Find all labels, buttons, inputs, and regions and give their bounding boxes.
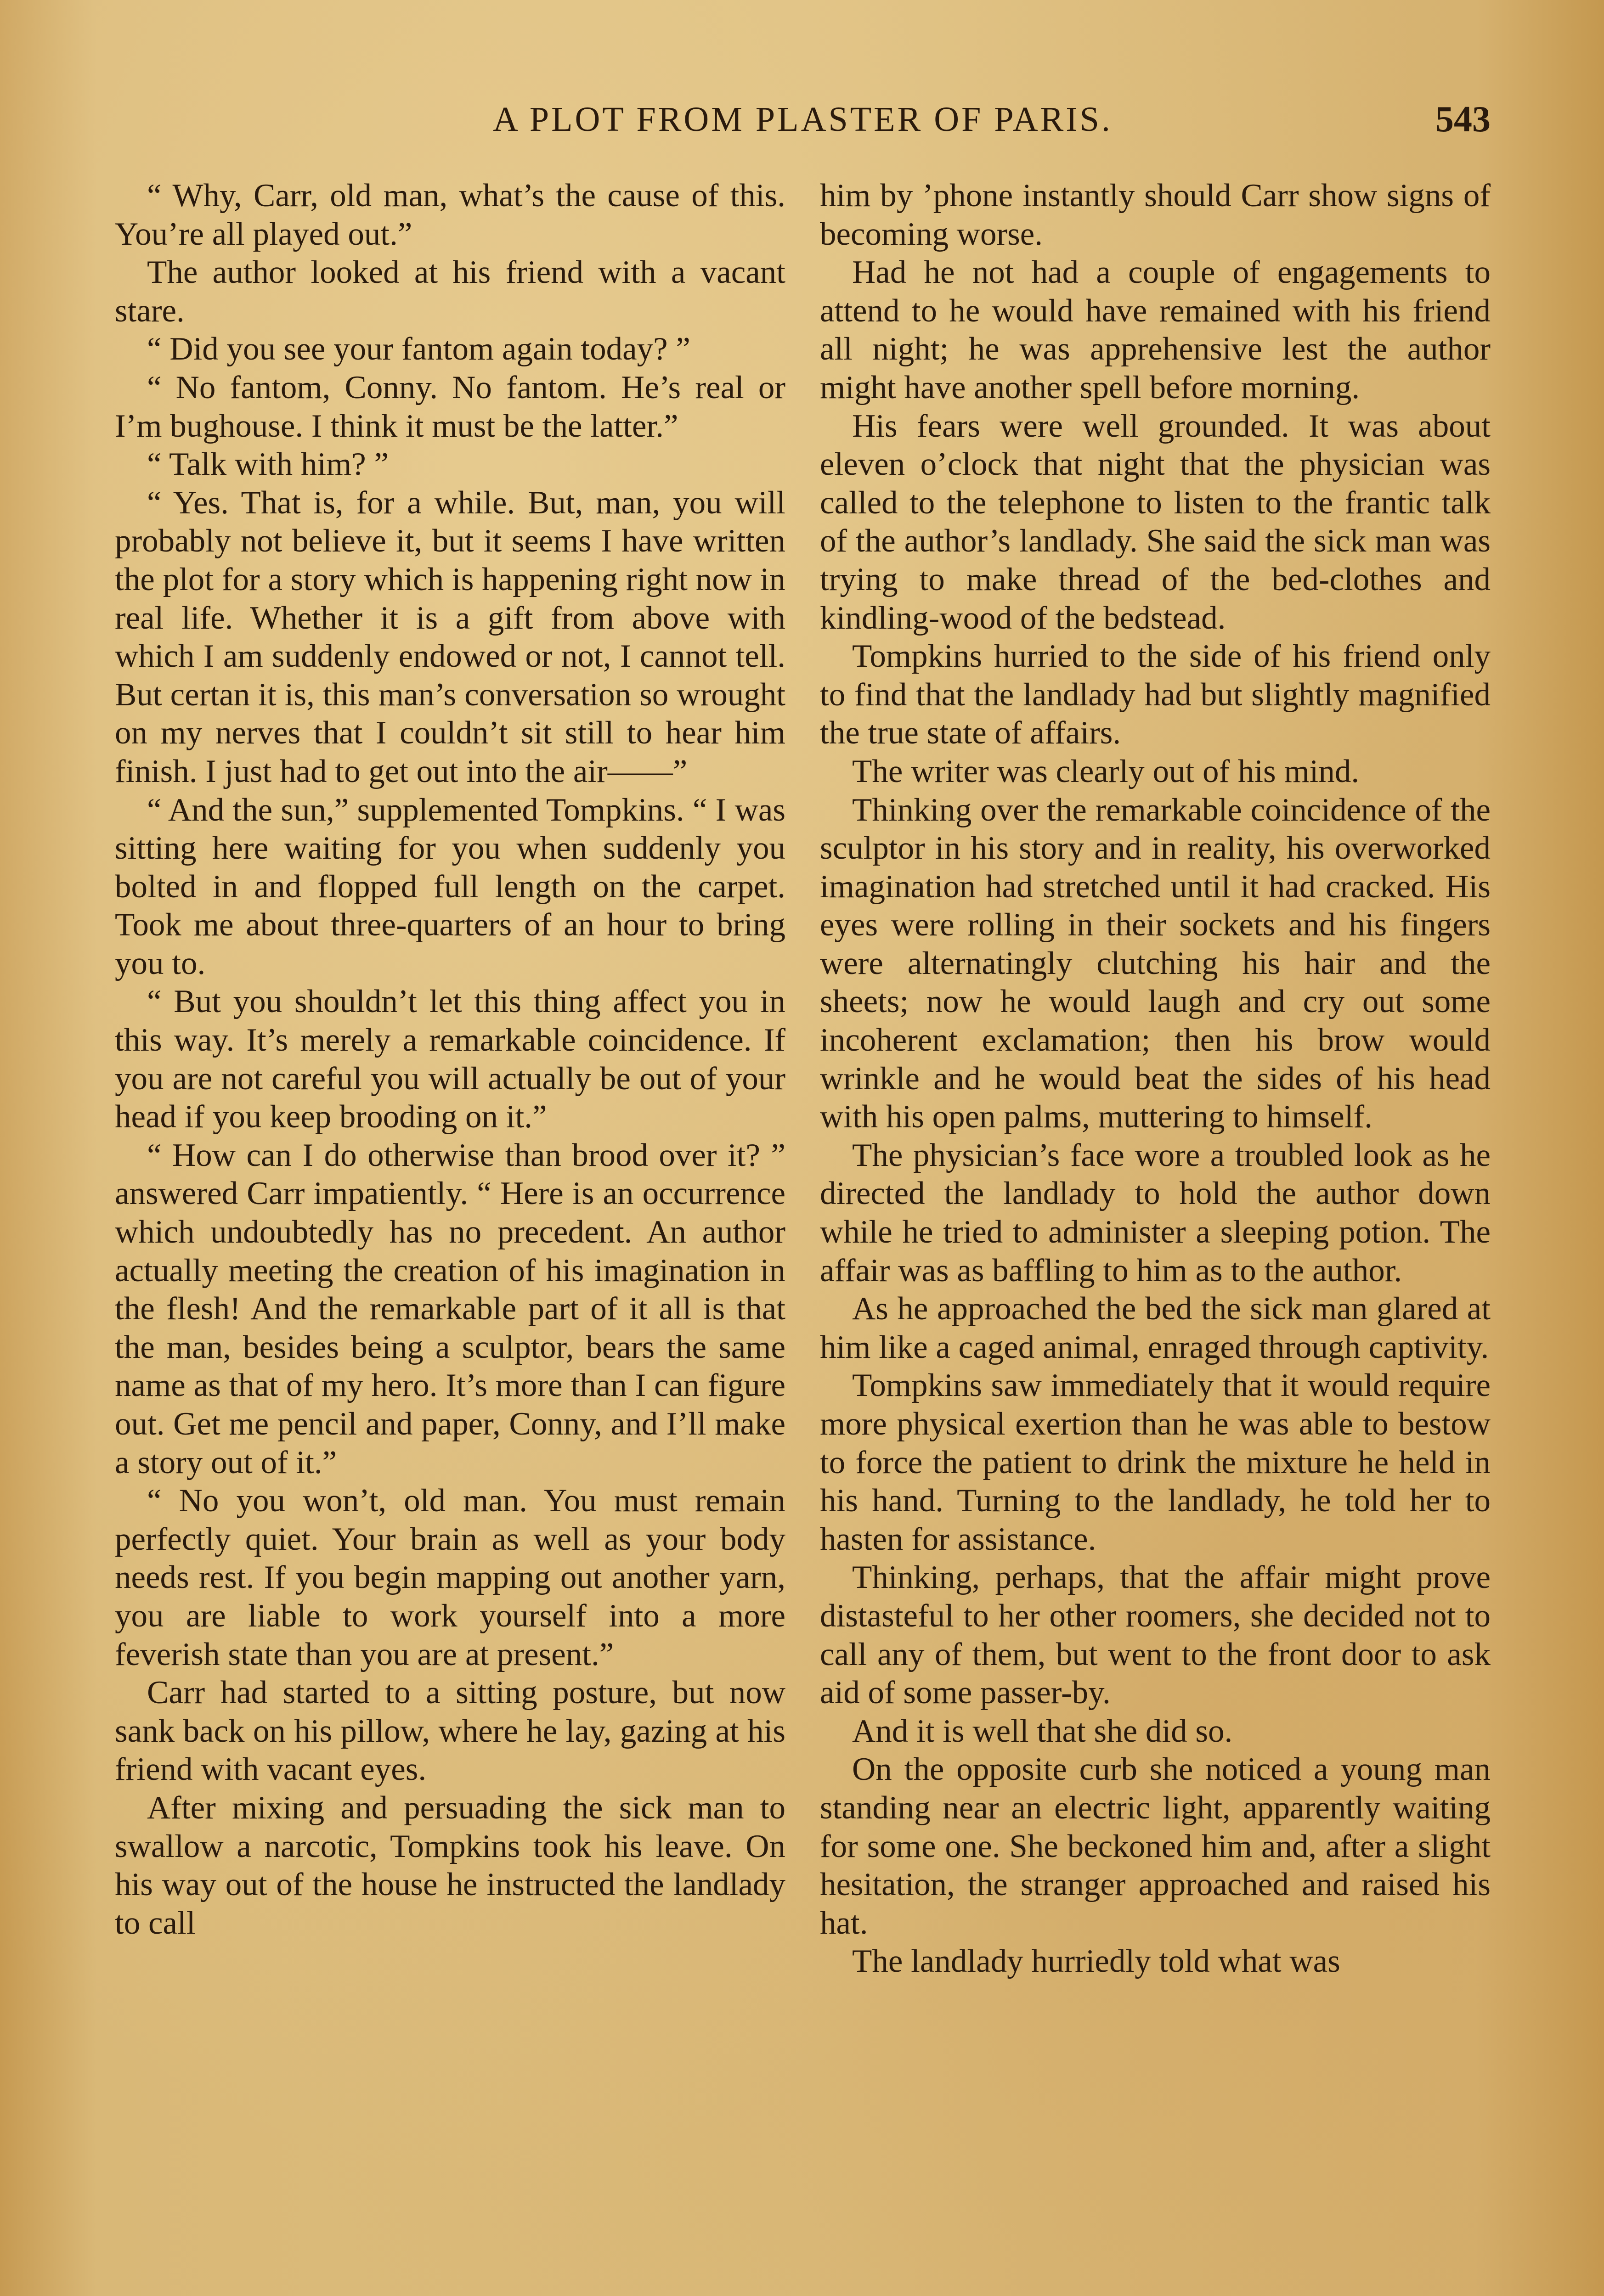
- paragraph: The writer was clearly out of his mind.: [852, 753, 1360, 789]
- paragraph: After mixing and persuading the sick man to swallow a narcotic, Tompkins took his leave. On his way out of the house he instructed the landlady to call: [115, 1790, 785, 1941]
- paragraph: Thinking over the remarkable coincidence of the sculptor in his story and in reality, his overworked imagination had stretched until it had cracked. His eyes were rolling in their sockets and his fingers were alternatingly clutching his hair and the sheets; now he would laugh and cry out some incoherent exclamation; then his brow would wrinkle and he would beat the sides of his head with his open palms, muttering to himself.: [820, 792, 1491, 1135]
- paragraph: Thinking, perhaps, that the affair might prove distasteful to her other roomers, she decided not to call any of them, but went to the front door to ask aid of some passer-by.: [820, 1559, 1491, 1711]
- paragraph: “ How can I do otherwise than brood over it? ” answered Carr impatiently. “ Here is an occurrence which undoubtedly has no precedent. An author actually meeting the creation of his imagination in the flesh! And the remarkable part of it all is that the man, besides being a sculptor, bears the same name as that of my hero. It’s more than I can figure out. Get me pencil and paper, Conny, and I’ll make a story out of it.”: [115, 1137, 785, 1480]
- paragraph: “ But you shouldn’t let this thing affect you in this way. It’s merely a remarkable coincidence. If you are not careful you will actually be out of your head if you keep brooding on it.”: [115, 984, 785, 1135]
- paragraph: Carr had started to a sitting posture, but now sank back on his pillow, where he lay, gazing at his friend with vacant eyes.: [115, 1675, 785, 1788]
- right-column: [820, 177, 1491, 1981]
- paragraph: And it is well that she did so.: [852, 1713, 1233, 1749]
- paragraph: Tompkins hurried to the side of his friend only to find that the landlady had but slightly magnified the true state of affairs.: [820, 638, 1491, 751]
- paragraph: Tompkins saw immediately that it would require more physical exertion than he was able to bestow to force the patient to drink the mixture he held in his hand. Turning to the landlady, he told her to hasten for assistance.: [820, 1367, 1491, 1557]
- paragraph: The author looked at his friend with a vacant stare.: [115, 254, 785, 329]
- paragraph: As he approached the bed the sick man glared at him like a caged animal, enraged through captivity.: [820, 1291, 1491, 1365]
- paragraph: The physician’s face wore a troubled look as he directed the landlady to hold the author down while he tried to administer a sleeping potion. The affair was as baffling to him as to the author.: [820, 1137, 1491, 1289]
- paragraph: “ And the sun,” supplemented Tompkins. “ I was sitting here waiting for you when suddenly you bolted in and flopped full length on the carpet. Took me about three-quarters of an hour to bring you to.: [115, 792, 785, 981]
- page-header: [115, 94, 1491, 145]
- paragraph: “ Did you see your fantom again today? ”: [147, 331, 690, 367]
- paragraph: “ No you won’t, old man. You must remain perfectly quiet. Your brain as well as your body needs rest. If you begin mapping out another yarn, you are liable to work yourself into a more feverish state than you are at present.”: [115, 1483, 785, 1672]
- page-number: 543: [1435, 99, 1491, 140]
- paragraph: Had he not had a couple of engagements to attend to he would have remained with his friend all night; he was apprehensive lest the author might have another spell before morning.: [820, 254, 1491, 405]
- paragraph: “ Talk with him? ”: [147, 446, 389, 483]
- paragraph: “ No fantom, Conny. No fantom. He’s real or I’m bughouse. I think it must be the latter.”: [115, 369, 785, 444]
- paragraph: “ Why, Carr, old man, what’s the cause of this. You’re all played out.”: [115, 178, 785, 252]
- paragraph: On the opposite curb she noticed a young man standing near an electric light, apparently waiting for some one. She beckoned him and, after a slight hesitation, the stranger approached and raised his hat.: [820, 1751, 1491, 1941]
- left-column: [115, 177, 785, 1942]
- running-title: A PLOT FROM PLASTER OF PARIS.: [493, 100, 1113, 139]
- paragraph: His fears were well grounded. It was about eleven o’clock that night that the physician was called to the telephone to listen to the frantic talk of the author’s landlady. She said the sick man was trying to make thread of the bed-clothes and kindling-wood of the bedstead.: [820, 408, 1491, 636]
- paragraph: The landlady hurriedly told what was: [852, 1943, 1340, 1980]
- paragraph-continued: him by ’phone instantly should Carr show signs of becoming worse.: [820, 178, 1491, 252]
- paragraph: “ Yes. That is, for a while. But, man, you will probably not believe it, but it seems I have written the plot for a story which is happening right now in real life. Whether it is a gift from above with which I am suddenly endowed or not, I cannot tell. But certan it is, this man’s conversation so wrought on my nerves that I couldn’t sit still to hear him finish. I just had to get out into the air——”: [115, 484, 785, 789]
